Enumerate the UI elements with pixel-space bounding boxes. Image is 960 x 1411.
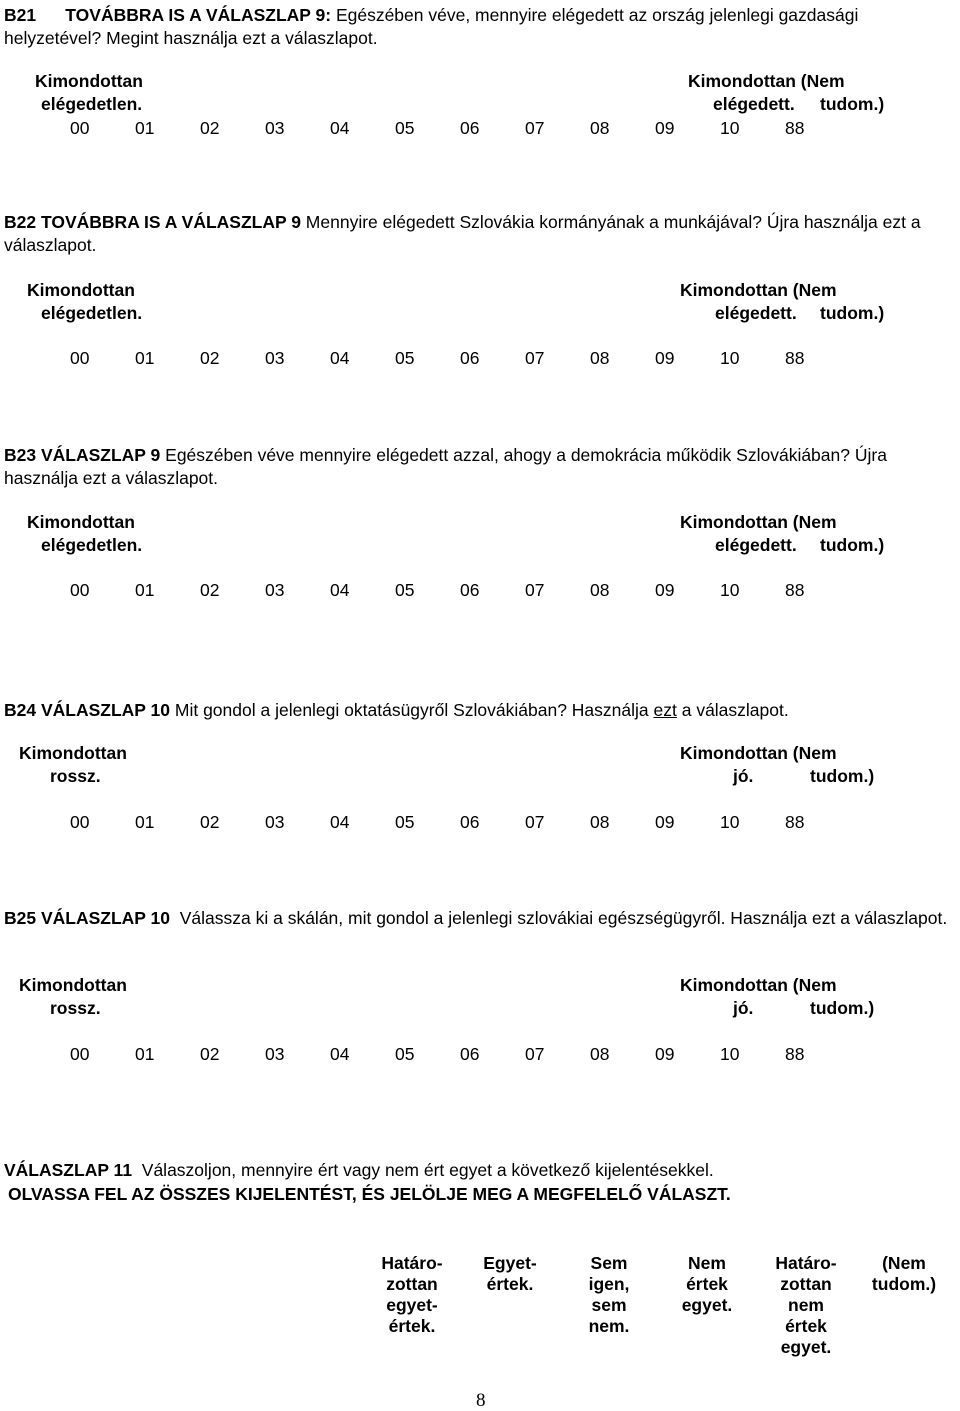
question-text: Egészében véve mennyire elégedett azzal, ahogy a demokrácia működik Szlovákiában? Újra használja ezt a válaszlapot.	[4, 445, 887, 488]
scale-value-03: 03	[265, 580, 285, 600]
scale-value-01: 01	[135, 580, 155, 600]
scale-value-05: 05	[395, 812, 415, 832]
scale-value-08: 08	[590, 348, 610, 368]
question-text: Válassza ki a skálán, mit gondol a jelenlegi szlovákiai egészségügyről. Használja ezt a válaszlapot.	[179, 908, 948, 928]
column-header-strongly-agree: Határo- zottan egyet- értek.	[381, 1253, 443, 1336]
scale-value-88: 88	[785, 1044, 805, 1064]
scale-left-label-2: elégedetlen.	[41, 94, 143, 114]
scale-right-label-3: tudom.)	[820, 303, 885, 323]
scale-value-02: 02	[200, 348, 220, 368]
scale-value-02: 02	[200, 118, 220, 138]
page-number: 8	[476, 1390, 486, 1411]
scale-value-09: 09	[655, 348, 675, 368]
scale-right-label-1: Kimondottan (Nem	[680, 743, 837, 763]
scale-value-04: 04	[330, 118, 350, 138]
scale-value-06: 06	[460, 1044, 480, 1064]
scale-value-00: 00	[70, 812, 90, 832]
scale-value-02: 02	[200, 580, 220, 600]
scale-value-02: 02	[200, 1044, 220, 1064]
scale-value-07: 07	[525, 348, 545, 368]
scale-value-88: 88	[785, 580, 805, 600]
scale-right-label-3: tudom.)	[820, 535, 885, 555]
scale-value-01: 01	[135, 118, 155, 138]
scale-value-07: 07	[525, 580, 545, 600]
scale-value-06: 06	[460, 812, 480, 832]
scale-left-label-1: Kimondottan	[27, 280, 135, 300]
scale-right-label-2: elégedett.	[715, 303, 797, 323]
scale-value-07: 07	[525, 812, 545, 832]
scale-value-00: 00	[70, 580, 90, 600]
scale-value-03: 03	[265, 1044, 285, 1064]
scale-row-b25	[0, 1046, 960, 1068]
scale-row-b24	[0, 814, 960, 836]
scale-right-label-2: jó.	[733, 998, 754, 1018]
scale-value-10: 10	[720, 812, 740, 832]
scale-value-05: 05	[395, 118, 415, 138]
scale-right-label-1: Kimondottan (Nem	[688, 71, 845, 91]
scale-left-label-2: elégedetlen.	[41, 535, 143, 555]
scale-value-08: 08	[590, 580, 610, 600]
scale-left-label-1: Kimondottan	[19, 975, 127, 995]
scale-value-08: 08	[590, 118, 610, 138]
scale-value-10: 10	[720, 580, 740, 600]
question-title: VÁLASZLAP 10	[40, 908, 170, 928]
scale-value-01: 01	[135, 812, 155, 832]
scale-value-00: 00	[70, 348, 90, 368]
scale-value-05: 05	[395, 1044, 415, 1064]
scale-value-09: 09	[655, 118, 675, 138]
section-11-heading	[4, 1162, 714, 1180]
question-title: VÁLASZLAP 9	[40, 445, 161, 465]
scale-value-01: 01	[135, 1044, 155, 1064]
question-b24	[4, 699, 960, 722]
question-id: B25	[4, 908, 37, 928]
question-title: TOVÁBBRA IS A VÁLASZLAP 9	[40, 212, 301, 232]
question-b21	[4, 4, 960, 50]
scale-right-label-2: elégedett.	[713, 94, 795, 114]
scale-value-09: 09	[655, 812, 675, 832]
question-id: B21	[4, 5, 37, 25]
scale-row-b23	[0, 582, 960, 604]
scale-value-04: 04	[330, 348, 350, 368]
scale-value-06: 06	[460, 580, 480, 600]
question-title: TOVÁBBRA IS A VÁLASZLAP 9:	[65, 5, 332, 25]
scale-right-label-3: tudom.)	[810, 766, 875, 786]
scale-right-label-1: Kimondottan (Nem	[680, 512, 837, 532]
scale-value-01: 01	[135, 348, 155, 368]
question-id: B22	[4, 212, 37, 232]
scale-value-07: 07	[525, 1044, 545, 1064]
question-text-underlined: ezt	[653, 700, 677, 720]
scale-value-06: 06	[460, 348, 480, 368]
scale-value-04: 04	[330, 580, 350, 600]
column-header-agree: Egyet- értek.	[483, 1253, 537, 1294]
scale-left-label-1: Kimondottan	[27, 512, 135, 532]
question-b22	[4, 211, 960, 257]
question-id: B23	[4, 445, 37, 465]
scale-value-10: 10	[720, 348, 740, 368]
scale-value-09: 09	[655, 1044, 675, 1064]
column-header-dont-know: (Nem tudom.)	[871, 1253, 937, 1294]
scale-left-label-2: rossz.	[50, 766, 101, 786]
scale-value-88: 88	[785, 118, 805, 138]
scale-value-10: 10	[720, 1044, 740, 1064]
scale-right-label-3: tudom.)	[810, 998, 875, 1018]
scale-right-label-2: jó.	[733, 766, 754, 786]
scale-value-88: 88	[785, 348, 805, 368]
scale-value-04: 04	[330, 812, 350, 832]
scale-value-03: 03	[265, 118, 285, 138]
scale-value-06: 06	[460, 118, 480, 138]
scale-value-00: 00	[70, 118, 90, 138]
scale-value-03: 03	[265, 348, 285, 368]
scale-value-04: 04	[330, 1044, 350, 1064]
scale-right-label-1: Kimondottan (Nem	[680, 280, 837, 300]
scale-left-label-1: Kimondottan	[35, 71, 143, 91]
scale-right-label-1: Kimondottan (Nem	[680, 975, 837, 995]
scale-left-label-2: elégedetlen.	[41, 303, 143, 323]
column-header-strongly-disagree: Határo- zottan nem értek egyet.	[775, 1253, 837, 1357]
scale-value-09: 09	[655, 580, 675, 600]
scale-value-88: 88	[785, 812, 805, 832]
column-header-disagree: Nem értek egyet.	[681, 1253, 733, 1315]
scale-row-b22	[0, 350, 960, 372]
scale-value-05: 05	[395, 348, 415, 368]
question-text-end: a válaszlapot.	[676, 700, 789, 720]
scale-value-07: 07	[525, 118, 545, 138]
section-11-text: Válaszoljon, mennyire ért vagy nem ért egyet a következő kijelentésekkel.	[141, 1160, 714, 1180]
question-text: Mit gondol a jelenlegi oktatásügyről Szlovákiában? Használja	[174, 700, 654, 720]
question-text: Egészében véve, mennyire elégedett az ország jelenlegi gazdasági helyzetével? Megint használja ezt a válaszlapot.	[4, 5, 859, 48]
question-text: Mennyire elégedett Szlovákia kormányának a munkájával? Újra használja ezt a válaszlapot.	[4, 212, 921, 255]
scale-value-05: 05	[395, 580, 415, 600]
scale-value-00: 00	[70, 1044, 90, 1064]
scale-right-label-3: tudom.)	[820, 94, 885, 114]
question-b23	[4, 444, 960, 490]
question-b25	[4, 907, 960, 930]
scale-value-03: 03	[265, 812, 285, 832]
scale-value-08: 08	[590, 1044, 610, 1064]
section-11-title: VÁLASZLAP 11	[4, 1160, 133, 1180]
section-11-instruction: OLVASSA FEL AZ ÖSSZES KIJELENTÉST, ÉS JELÖLJE MEG A MEGFELELŐ VÁLASZT.	[8, 1184, 731, 1204]
scale-row-b21	[0, 120, 960, 142]
scale-left-label-2: rossz.	[50, 998, 101, 1018]
column-header-neutral: Sem igen, sem nem.	[588, 1253, 630, 1336]
scale-value-02: 02	[200, 812, 220, 832]
scale-value-10: 10	[720, 118, 740, 138]
scale-left-label-1: Kimondottan	[19, 743, 127, 763]
scale-right-label-2: elégedett.	[715, 535, 797, 555]
question-title: VÁLASZLAP 10	[40, 700, 170, 720]
scale-value-08: 08	[590, 812, 610, 832]
question-id: B24	[4, 700, 37, 720]
